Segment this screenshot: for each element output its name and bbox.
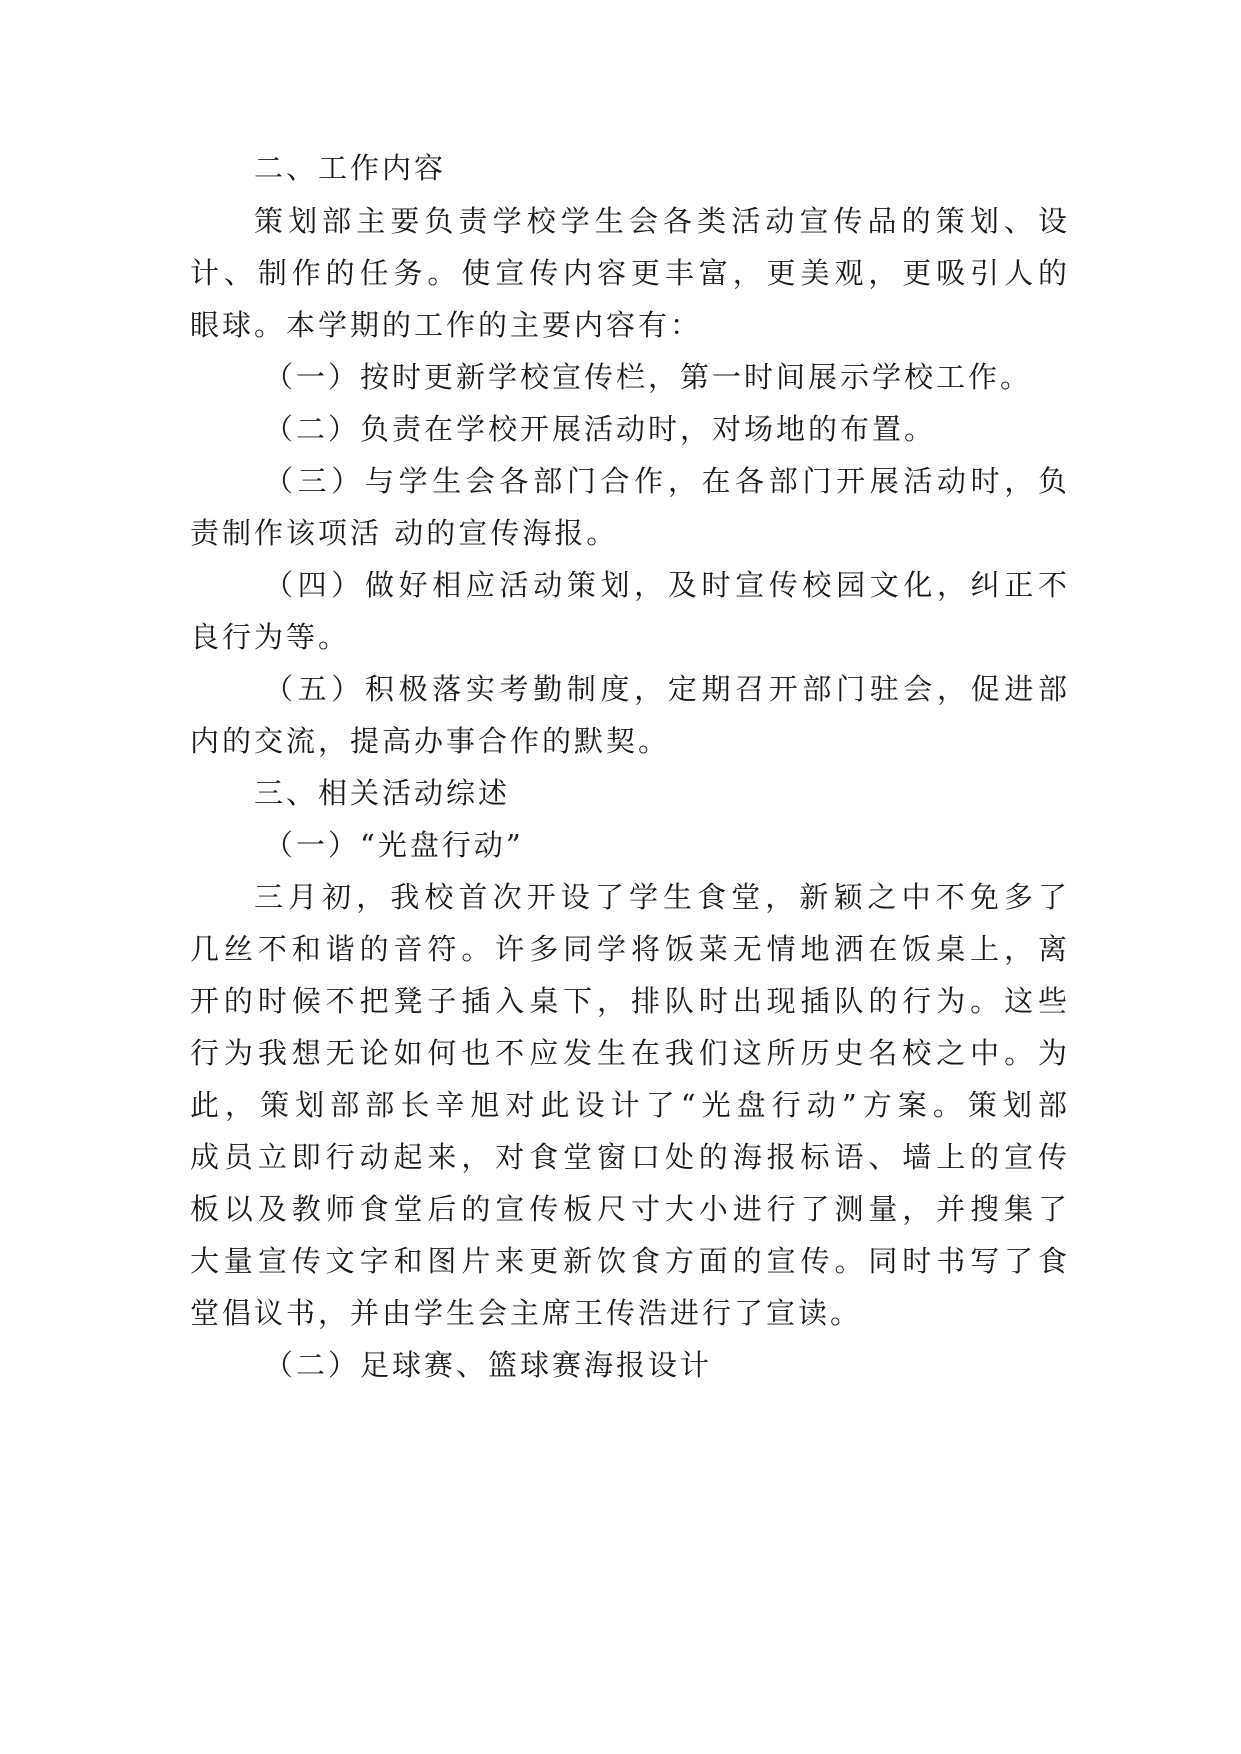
list-item-3: （三）与学生会各部门合作，在各部门开展活动时，负 [264, 464, 1070, 498]
paragraph-line: 行为我想无论如何也不应发生在我们这所历史名校之中。为 [190, 1036, 1070, 1070]
list-item-5-continuation: 内的交流，提高办事合作的默契。 [190, 724, 671, 758]
paragraph-line: 三月初，我校首次开设了学生食堂，新颖之中不免多了 [254, 880, 1070, 914]
list-item-2: （二）负责在学校开展活动时，对场地的布置。 [264, 412, 937, 446]
paragraph-line: 堂倡议书，并由学生会主席王传浩进行了宣读。 [190, 1296, 863, 1330]
paragraph-line: 成员立即行动起来，对食堂窗口处的海报标语、墙上的宣传 [190, 1140, 1070, 1174]
list-item-4: （四）做好相应活动策划，及时宣传校园文化，纠正不 [264, 568, 1070, 602]
paragraph-line: 计、制作的任务。使宣传内容更丰富，更美观，更吸引人的 [190, 256, 1070, 290]
paragraph-line: 眼球。本学期的工作的主要内容有： [190, 308, 703, 342]
section-heading-work-content: 二、工作内容 [254, 151, 447, 185]
section-heading-activities: 三、相关活动综述 [254, 776, 511, 810]
list-item-4-continuation: 良行为等。 [190, 620, 351, 654]
paragraph-line: 大量宣传文字和图片来更新饮食方面的宣传。同时书写了食 [190, 1244, 1070, 1278]
paragraph-line: 策划部主要负责学校学生会各类活动宣传品的策划、设 [254, 204, 1070, 238]
subheading-poster-design: （二）足球赛、篮球赛海报设计 [264, 1348, 713, 1382]
list-item-5: （五）积极落实考勤制度，定期召开部门驻会，促进部 [264, 672, 1070, 706]
paragraph-line: 几丝不和谐的音符。许多同学将饭菜无情地洒在饭桌上，离 [190, 932, 1070, 966]
paragraph-line: 此，策划部部长辛旭对此设计了“光盘行动”方案。策划部 [190, 1088, 1070, 1122]
paragraph-line: 开的时候不把凳子插入桌下，排队时出现插队的行为。这些 [190, 984, 1070, 1018]
subheading-clean-plate: （一）“光盘行动” [264, 828, 524, 862]
list-item-3-continuation: 责制作该项活 动的宣传海报。 [190, 516, 619, 550]
paragraph-line: 板以及教师食堂后的宣传板尺寸大小进行了测量，并搜集了 [190, 1192, 1070, 1226]
list-item-1: （一）按时更新学校宣传栏，第一时间展示学校工作。 [264, 360, 1033, 394]
